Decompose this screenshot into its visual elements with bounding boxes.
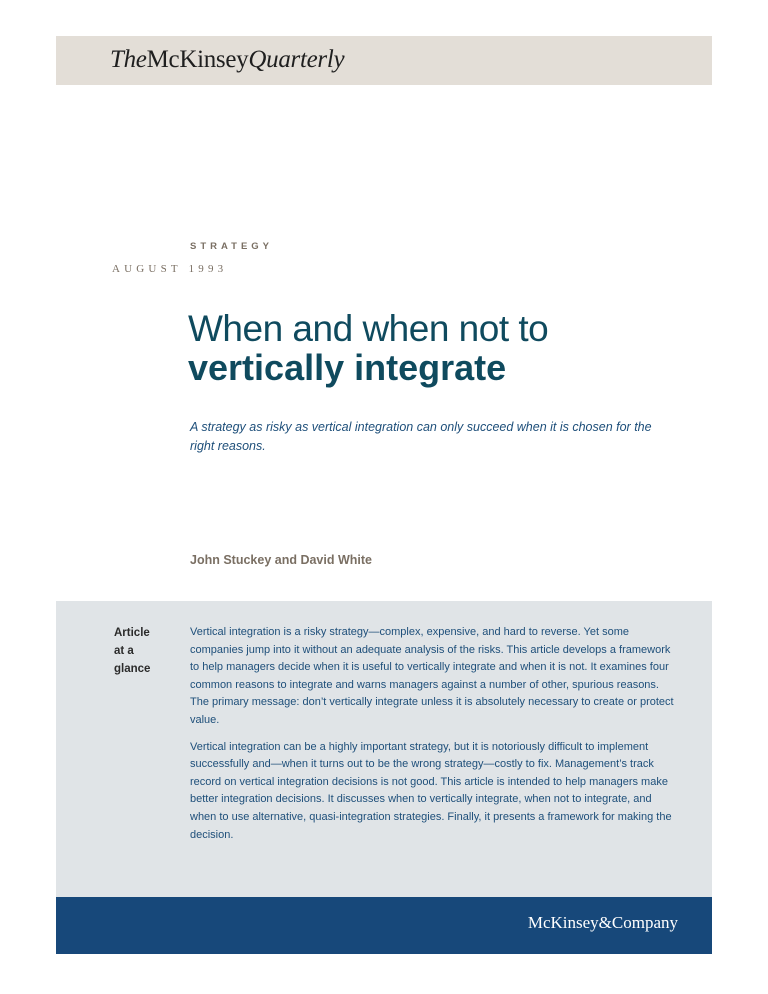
title-line-2: vertically integrate — [188, 346, 507, 388]
article-deck: A strategy as risky as vertical integration can only succeed when it is chosen for the right reasons. — [190, 420, 652, 454]
glance-paragraph-1: Vertical integration is a risky strategy—complex, expensive, and hard to reverse. Yet some companies jump into it without an adequate analysis of the risks. This article develops a framework to help managers decide when it is useful to vertically integrate and when it is not. It examines four common reasons to integrate and warns managers against a number of other, spurious reasons. The primary message: don’t vertically integrate unless it is absolutely necessary to create or protect value. — [190, 626, 674, 726]
glance-label-line-2: at a — [114, 644, 134, 657]
logo-mckinsey: McKinsey — [146, 46, 249, 73]
section-label: STRATEGY — [190, 241, 274, 252]
glance-label — [114, 625, 174, 678]
article-title — [188, 309, 708, 387]
footer-banner — [56, 897, 712, 954]
logo-the: The — [110, 46, 147, 73]
glance-paragraph-2: Vertical integration can be a highly important strategy, but it is notoriously difficult to implement successfully and—when it turns out to be the wrong strategy—costly to fix. Management’s track record on vertical integration decisions is not good. This article is intended to help managers make better integration decisions. It discusses when to vertically integrate, when not to integrate, and when to use alternative, quasi-integration strategies. Finally, it presents a framework for making the decision. — [190, 740, 672, 841]
glance-label-line-3: glance — [114, 662, 151, 675]
title-line-1: When and when not to — [188, 308, 549, 349]
masthead-banner — [56, 36, 712, 85]
author-byline: John Stuckey and David White — [190, 553, 372, 567]
publication-logo — [110, 46, 344, 74]
mckinsey-company-logo: McKinsey&Company — [527, 913, 678, 932]
article-at-a-glance-panel — [56, 601, 712, 897]
issue-date: AUGUST 1993 — [112, 263, 228, 275]
glance-label-line-1: Article — [114, 627, 150, 639]
glance-body — [190, 624, 676, 853]
logo-quarterly: Quarterly — [248, 46, 345, 73]
